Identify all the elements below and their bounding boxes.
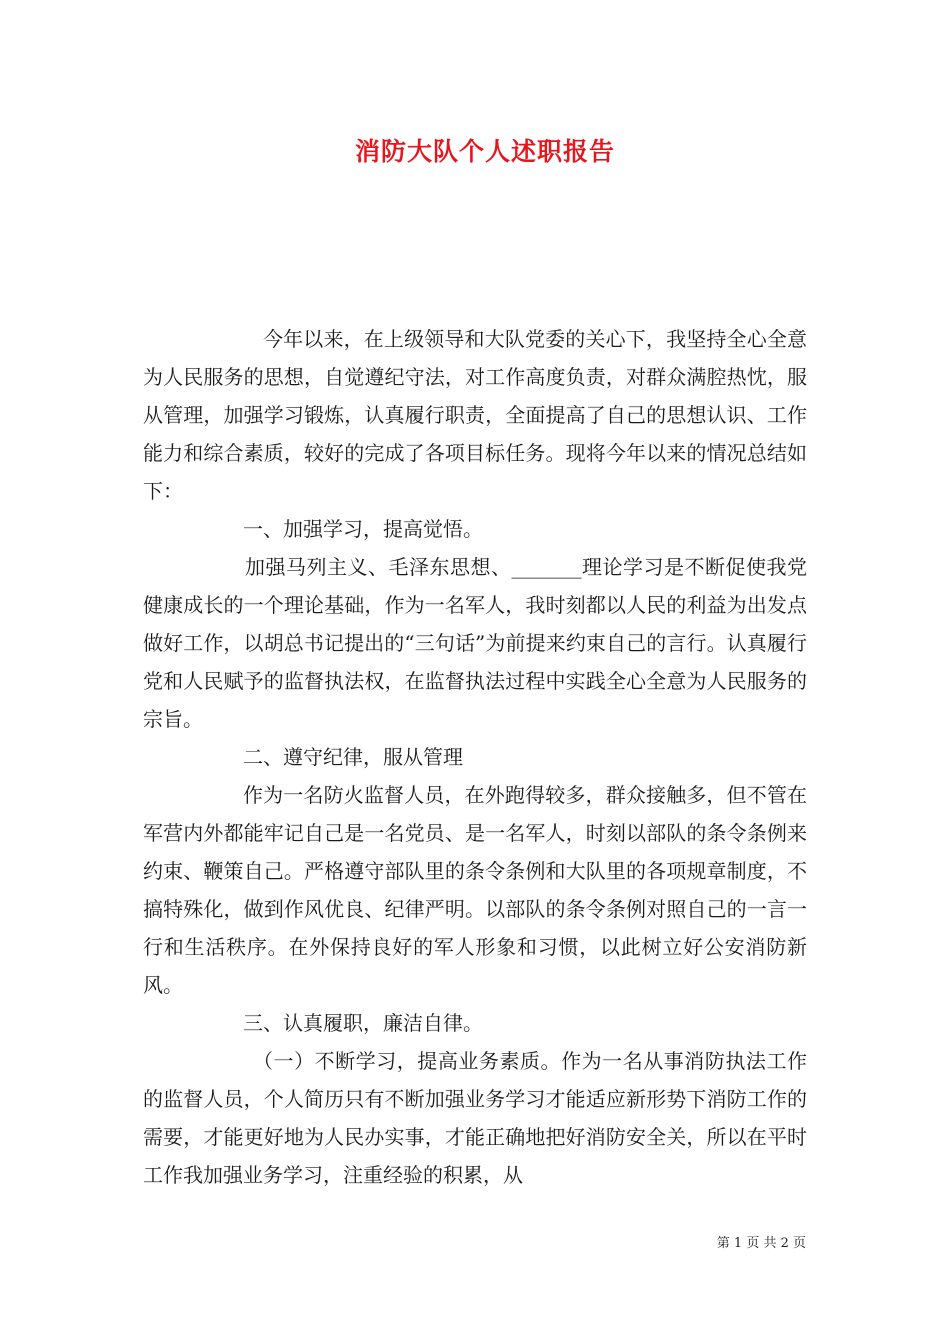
document-title: 消防大队个人述职报告 xyxy=(354,137,615,166)
paragraph-section-1: 加强马列主义、毛泽东思想、_______理论学习是不断促使我党健康成长的一个理论基础，作为一名军人，我时刻都以人民的利益为出发点做好工作，以胡总书记提出的“三句话”为前提来约束自己的言行。认真履行党和人民赋予的监督执法权，在监督执法过程中实践全心全意为人民服务的宗旨。 xyxy=(143,555,807,731)
page-footer: 第 1 页 共 2 页 xyxy=(716,1236,806,1251)
document-body xyxy=(143,320,807,1194)
section-heading-3: 三、认真履职，廉洁自律。 xyxy=(243,1011,483,1035)
section-heading-1: 一、加强学习，提高觉悟。 xyxy=(243,517,483,541)
paragraph-intro: 今年以来，在上级领导和大队党委的关心下，我坚持全心全意为人民服务的思想，自觉遵纪守法，对工作高度负责，对群众满腔热忱，服从管理，加强学习锻炼，认真履行职责，全面提高了自己的思想认识、工作能力和综合素质，较好的完成了各项目标任务。现将今年以来的情况总结如下： xyxy=(143,327,807,503)
section-heading-2: 二、遵守纪律，服从管理 xyxy=(243,745,463,769)
paragraph-section-3-1: （一）不断学习，提高业务素质。作为一名从事消防执法工作的监督人员，个人简历只有不断加强业务学习才能适应新形势下消防工作的需要，才能更好地为人民办实事，才能正确地把好消防安全关，所以在平时工作我加强业务学习，注重经验的积累，从 xyxy=(143,1049,807,1187)
paragraph-section-2: 作为一名防火监督人员，在外跑得较多，群众接触多，但不管在军营内外都能牢记自己是一名党员、是一名军人，时刻以部队的条令条例来约束、鞭策自己。严格遵守部队里的条令条例和大队里的各项规章制度，不搞特殊化，做到作风优良、纪律严明。以部队的条令条例对照自己的一言一行和生活秩序。在外保持良好的军人形象和习惯，以此树立好公安消防新风。 xyxy=(143,783,807,997)
